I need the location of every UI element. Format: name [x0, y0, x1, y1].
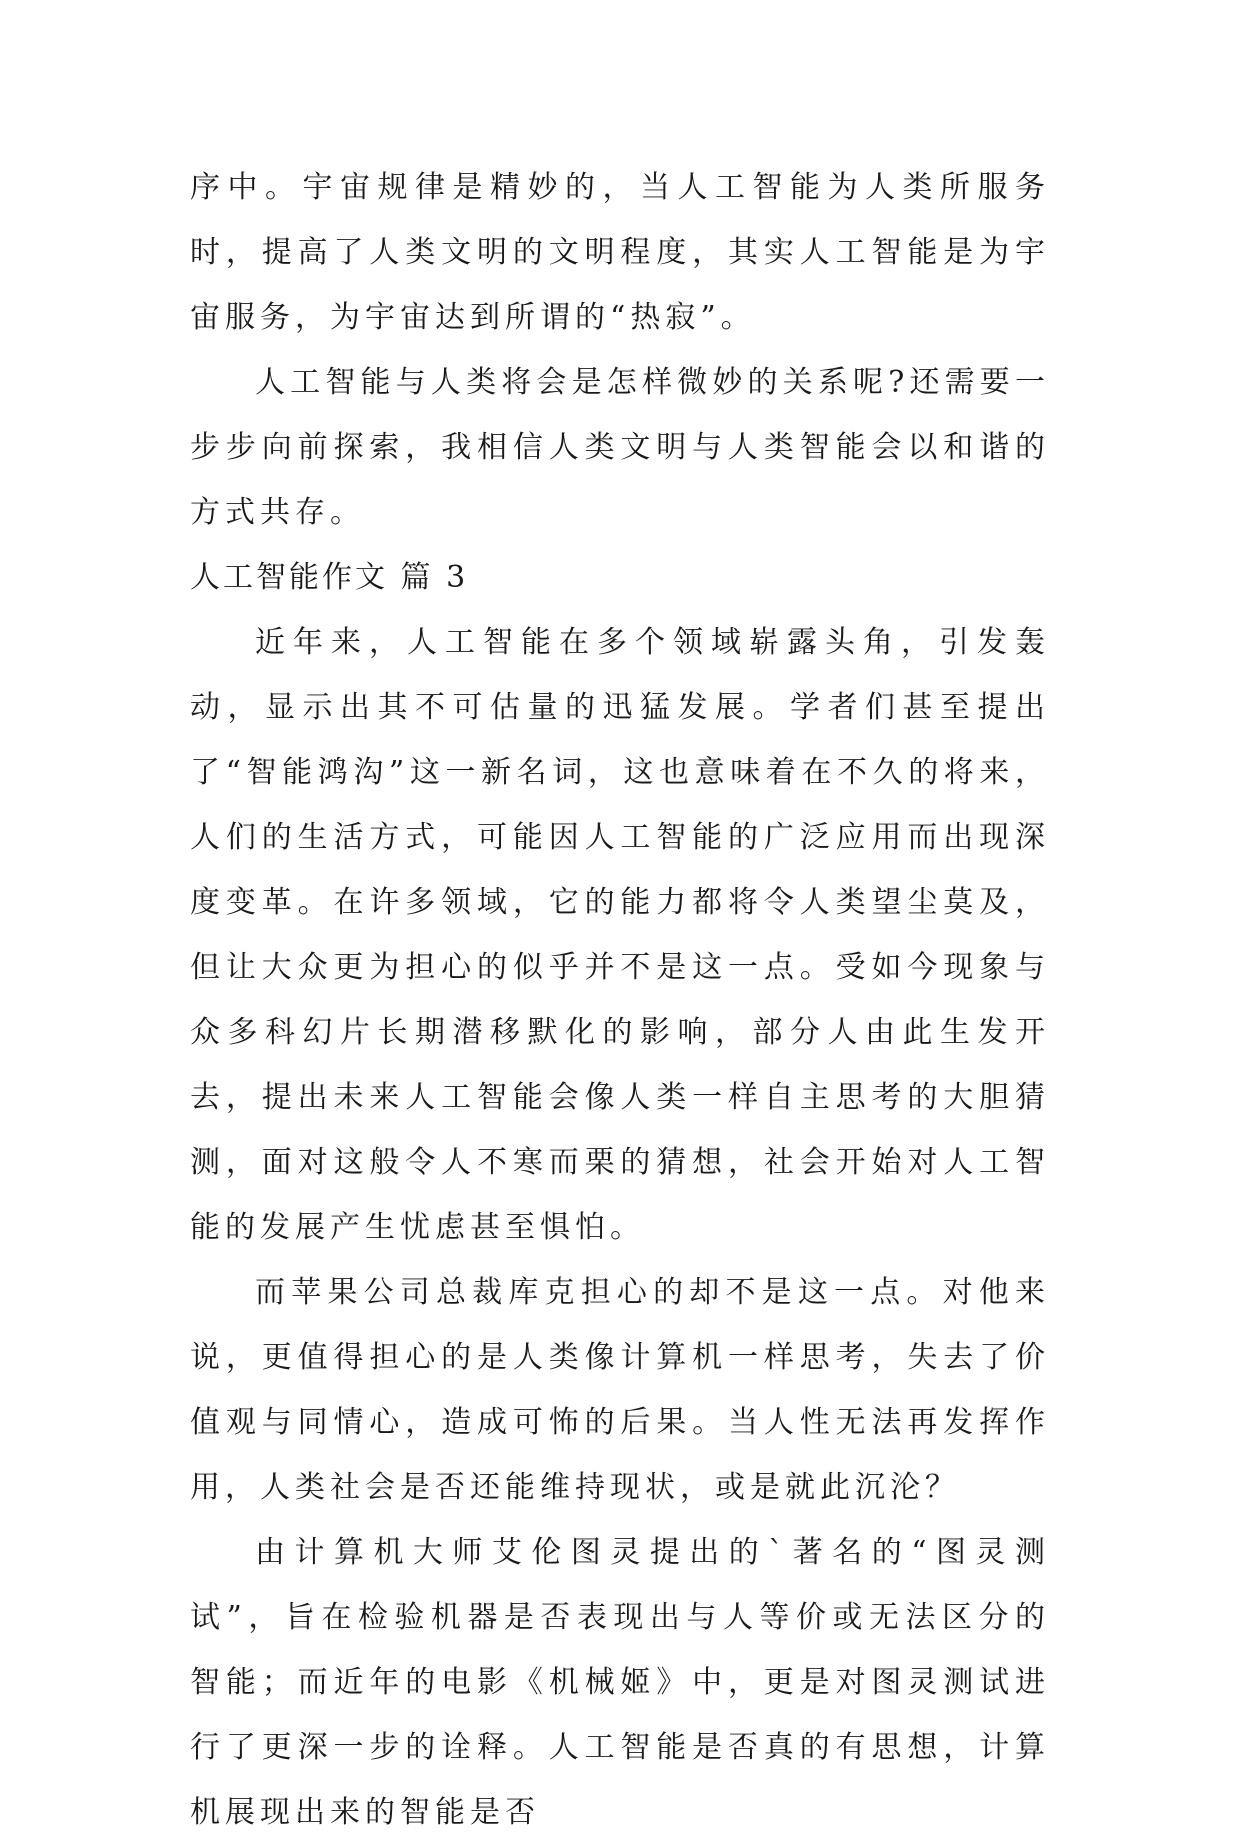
section-heading: 人工智能作文 篇 3 [190, 560, 469, 595]
paragraph: 近年来，人工智能在多个领域崭露头角，引发轰动，显示出其不可估量的迅猛发展。学者们甚至提出了“智能鸿沟”这一新名词，这也意味着在不久的将来，人们的生活方式，可能因人工智能的广泛应用而出现深度变革。在许多领域，它的能力都将令人类望尘莫及，但让大众更为担心的似乎并不是这一点。受如今现象与众多科幻片长期潜移默化的影响，部分人由此生发开去，提出未来人工智能会像人类一样自主思考的大胆猜测，面对这般令人不寒而栗的猜想，社会开始对人工智能的发展产生忧虑甚至惧怕。 [190, 625, 1050, 1245]
paragraph: 而苹果公司总裁库克担心的却不是这一点。对他来说，更值得担心的是人类像计算机一样思考，失去了价值观与同情心，造成可怖的后果。当人性无法再发挥作用，人类社会是否还能维持现状，或是就此沉沦？ [190, 1275, 1050, 1505]
document-body [190, 155, 1050, 1845]
paragraph-continuation: 序中。宇宙规律是精妙的，当人工智能为人类所服务时，提高了人类文明的文明程度，其实人工智能是为宇宙服务，为宇宙达到所谓的“热寂”。 [190, 170, 1050, 335]
paragraph: 人工智能与人类将会是怎样微妙的关系呢?还需要一步步向前探索，我相信人类文明与人类智能会以和谐的方式共存。 [190, 365, 1050, 530]
paragraph: 由计算机大师艾伦图灵提出的`著名的“图灵测试”，旨在检验机器是否表现出与人等价或无法区分的智能；而近年的电影《机械姬》中，更是对图灵测试进行了更深一步的诠释。人工智能是否真的有思想，计算机展现出来的智能是否 [190, 1535, 1050, 1830]
